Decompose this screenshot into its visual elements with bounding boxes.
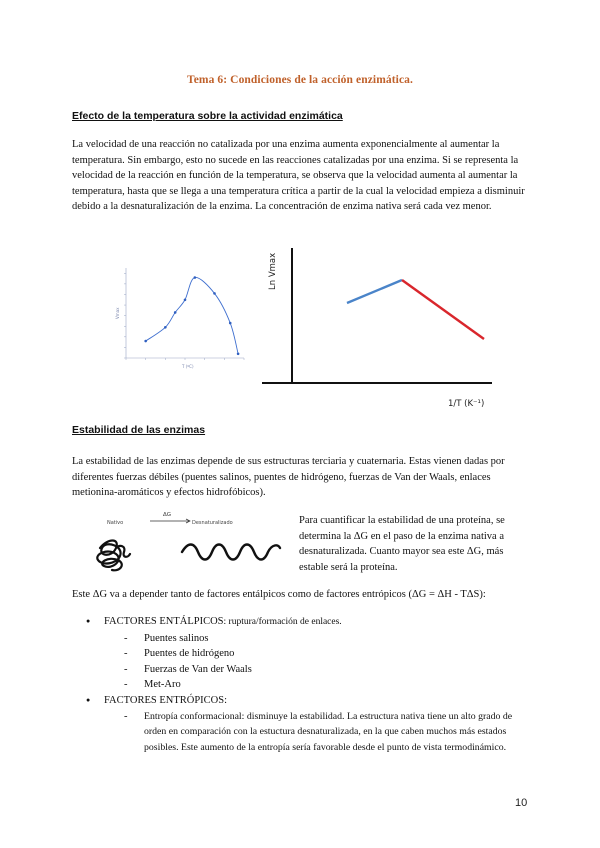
temperature-paragraph: La velocidad de una reacción no catalizada por una enzima aumenta exponencialmente al aumentar la temperatura. Sin embargo, esto no sucede en las reacciones catalizadas por una enzima. Si se representa la velocidad de la reacción en función de la temperatura, se observa que la velocidad aumenta al aumentar la temperatura, hasta que se llega a una temperatura crítica a partir de la cual la velocidad empieza a disminuir debido a la desnaturalización de la enzima. La concentración de enzima nativa será cada vez menor. [72, 139, 525, 213]
page-title: Tema 6: Condiciones de la acción enzimática. [187, 74, 413, 86]
activity-point [164, 326, 167, 329]
activity-temperature-chart [116, 262, 252, 372]
list-item-text: Met-Aro [144, 679, 181, 691]
activity-y-label: Vmax [115, 307, 120, 319]
activity-point [237, 352, 240, 355]
list-item: - Met-Aro [124, 679, 181, 691]
activity-point [194, 276, 197, 279]
stability-paragraph: La estabilidad de las enzimas depende de sus estructuras terciaria y cuaternaria. Estas vienen dadas por diferentes fuerzas débiles (puentes salinos, puentes de hidrógeno, fuerzas de Van der Waals, enlaces metionina-aromáticos y efectos hidrofóbicos). [72, 456, 505, 499]
native-protein-squiggle [97, 541, 130, 571]
denaturation-diagram [72, 508, 294, 580]
section-heading-temperature: Efecto de la temperatura sobre la actividad enzimática [72, 110, 343, 122]
entropic-desc: : [224, 694, 228, 706]
stability-side-paragraph: Para cuantificar la estabilidad de una proteína, se determina la ΔG en el paso de la enzima nativa a desnaturalizada. Cuanto mayor sea este ΔG, más estable será la proteína. [299, 515, 505, 573]
list-item-text: Fuerzas de Van der Waals [144, 663, 252, 675]
list-item-text: Entropía conformacional: disminuye la estabilidad. La estructura nativa tiene un alto grado de orden en comparación con la estuctura desnaturalizada, en la que caben muchos más estados posibles. Este aumento de la entropía sería favorable desde el punto de vista termodinámico. [144, 710, 513, 753]
list-item: - Puentes de hidrógeno [124, 648, 235, 660]
list-item: - Fuerzas de Van der Waals [124, 663, 252, 675]
list-item: - Entropía conformacional: disminuye la estabilidad. La estructura nativa tiene un alto grado de orden en comparación con la estuctura desnaturalizada, en la que caben muchos más estados posibles. Este aumento de la entropía sería favorable desde el punto de vista termodinámico. [124, 710, 513, 753]
delta-g-label: ΔG [163, 512, 172, 518]
enthalpic-desc: : ruptura/formación de enlaces. [223, 617, 342, 627]
arrhenius-y-label: Ln Vmax [268, 252, 278, 290]
activity-point [229, 322, 232, 325]
activity-point [144, 340, 147, 343]
entropic-label: FACTORES ENTRÓPICOS [104, 694, 225, 706]
section-heading-stability: Estabilidad de las enzimas [72, 424, 206, 436]
arrhenius-chart [262, 238, 492, 410]
delta-g-intro: Este ΔG va a depender tanto de factores entálpicos como de factores entrópicos (ΔG = ΔH - TΔS): [72, 589, 486, 600]
denatured-protein-chain [182, 545, 280, 560]
enthalpic-factors-item [72, 614, 522, 693]
list-item-text: Puentes salinos [144, 632, 209, 644]
denatured-label: Desnaturalizado [192, 520, 233, 526]
list-item-text: Puentes de hidrógeno [144, 648, 235, 660]
arrhenius-x-label: 1/T (K⁻¹) [448, 399, 485, 409]
activity-point [174, 311, 177, 314]
activity-x-label: T (ºC) [182, 364, 194, 369]
list-item: - Puentes salinos [124, 632, 209, 644]
factors-list [72, 614, 522, 755]
native-label: Nativo [107, 520, 124, 526]
entropic-factors-item [72, 693, 522, 755]
enthalpic-label: FACTORES ENTÁLPICOS [104, 616, 224, 627]
activity-point [213, 292, 216, 295]
activity-point [184, 298, 187, 301]
page-number: 10 [515, 797, 528, 809]
